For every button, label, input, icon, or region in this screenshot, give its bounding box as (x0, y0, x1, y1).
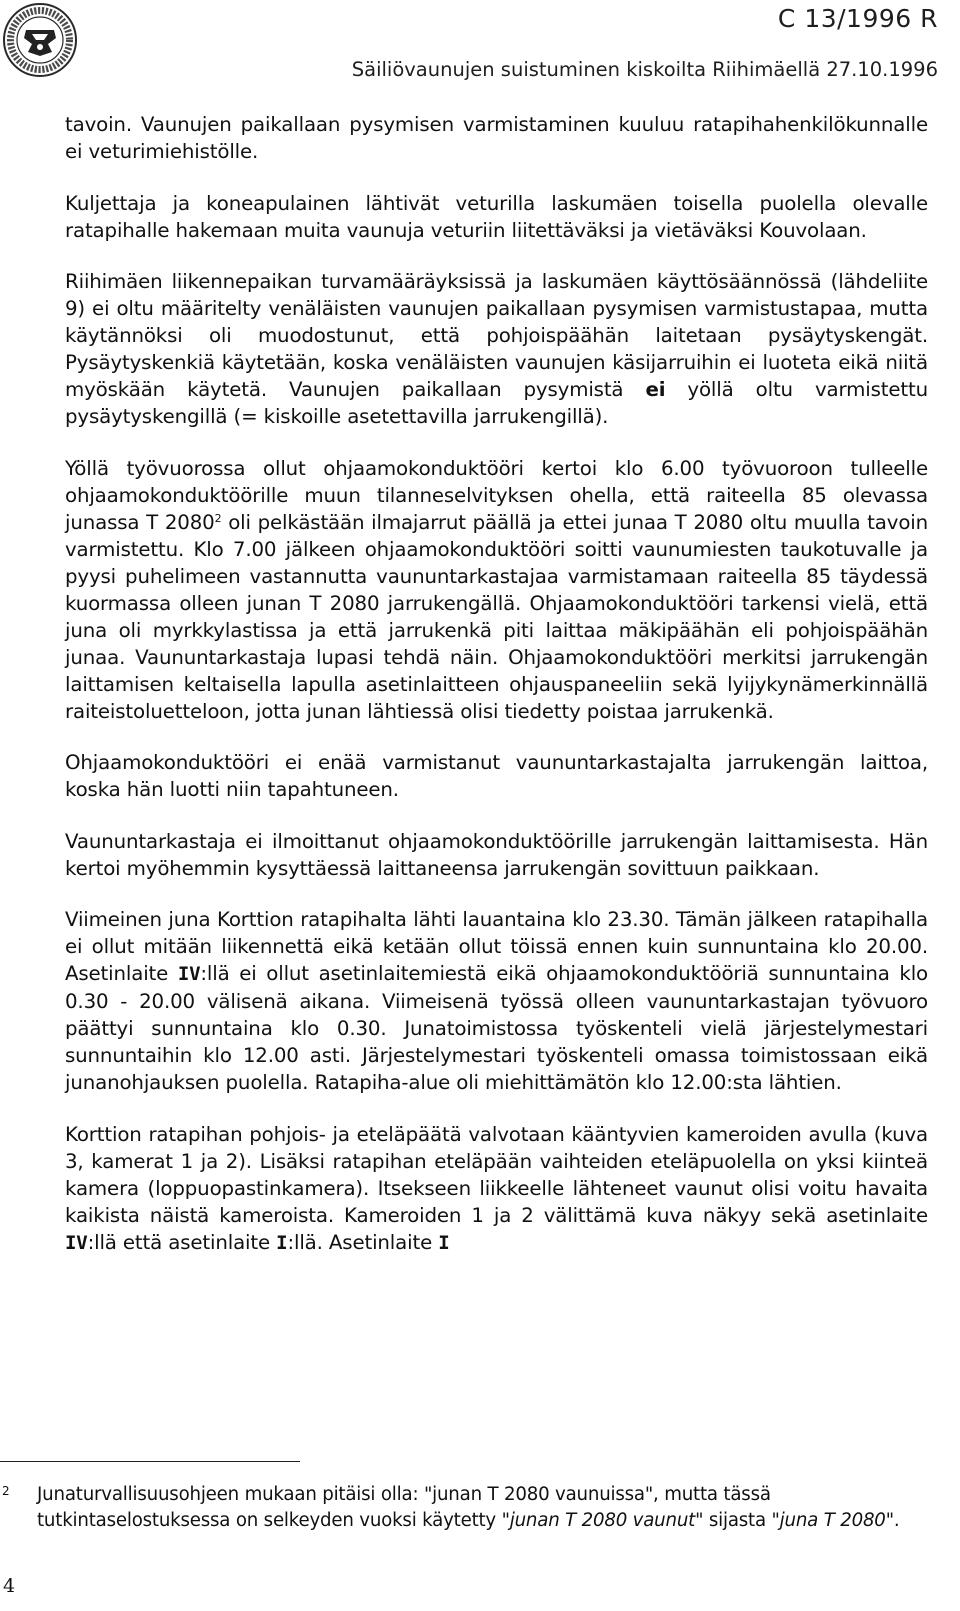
footnote-text-b: " sijasta " (695, 1509, 780, 1531)
footnote-italic-2: juna T 2080 (779, 1509, 886, 1531)
paragraph-8-text-b: :llä että asetinlaite (87, 1230, 277, 1254)
paragraph-8 (65, 1121, 928, 1257)
paragraph-2: Kuljettaja ja koneapulainen lähtivät veturilla laskumäen toisella puolella olevalle ratapihalle hakemaan muita vaunuja veturiin liitettäväksi ja vietäväksi Kouvolaan. (65, 191, 928, 242)
page-number: 4 (3, 1575, 16, 1597)
paragraph-3 (65, 268, 928, 430)
paragraph-3-text-b: yöllä oltu varmistettu pysäytyskengillä (= kiskoille asetettavilla jarrukengillä). (65, 378, 928, 428)
interlocking-code: IV (65, 1231, 88, 1254)
footnote-text-c: ". (885, 1509, 900, 1531)
interlocking-code: IV (177, 963, 201, 985)
paragraph-6: Vaununtarkastaja ei ilmoittanut ohjaamokonduktöörille jarrukengän laittamisesta. Hän kertoi myöhemmin kysyttäessä laittaneensa jarrukengän sovittuun paikkaan. (65, 829, 928, 880)
paragraph-8-text-a: Korttion ratapihan pohjois- ja eteläpäätä valvotaan kääntyvien kameroiden avulla (kuva 3, kamerat 1 ja 2). Lisäksi ratapihan eteläpään vaihteiden eteläpuolella on yksi kiinteä kamera (loppuopastinkamera). Itsekseen liikkeelle lähteneet vaunut olisi voitu havaita kaikista näistä kameroista. Kameroiden 1 ja 2 välittämä kuva näkyy sekä asetinlaite (65, 1122, 928, 1227)
paragraph-1: tavoin. Vaunujen paikallaan pysymisen varmistaminen kuuluu ratapihahenkilökunnalle ei veturimiehistölle. (65, 113, 928, 163)
paragraph-3-text-a: Riihimäen liikennepaikan turvamääräyksissä ja laskumäen käyttösäännössä (lähdeliite 9) ei oltu määritelty venäläisten vaunujen paikallaan pysymisen varmistustapaa, mutta käytännöksi oli muodostunut, että pohjoispäähän laitetaan pysäytyskengät. Pysäytyskenkiä käytetään, koska venäläisten vaunujen käsijarruihin ei luoteta eikä niitä myöskään käytetä. Vaunujen paikallaan pysymistä (65, 270, 928, 401)
interlocking-code: I (276, 1231, 288, 1254)
document-body (65, 111, 928, 1281)
paragraph-5: Ohjaamokonduktööri ei enää varmistanut vaununtarkastajalta jarrukengän laittoa, koska hän luotti niin tapahtuneen. (65, 751, 928, 801)
emphasis-ei: ei (645, 378, 666, 401)
footnote-text (37, 1482, 929, 1533)
report-code: C 13/1996 R (777, 4, 938, 33)
paragraph-8-text-c: :llä. Asetinlaite (287, 1230, 439, 1254)
footnote-reference: 2 (214, 511, 222, 525)
interlocking-code: I (438, 1231, 450, 1254)
footnote-text-a: Junaturvallisuusohjeen mukaan pitäisi olla: "junan T 2080 vaunuissa", mutta tässä tutkintaselostuksessa on selkeyden vuoksi käytetty " (37, 1484, 771, 1531)
report-title: Säiliövaunujen suistuminen kiskoilta Riihimäellä 27.10.1996 (351, 58, 938, 81)
footnote-mark: 2 (2, 1484, 10, 1498)
paragraph-7 (65, 906, 928, 1096)
paragraph-4-text-a: Yöllä työvuorossa ollut ohjaamokonduktööri kertoi klo 6.00 työvuoroon tulleelle ohjaamokonduktöörille muun tilanneselvityksen ohella, että raiteella 85 olevassa junassa T 2080 (65, 456, 928, 534)
paragraph-4-text-b: oli pelkästään ilmajarrut päällä ja ettei junaa T 2080 oltu muulla tavoin varmistettu. Klo 7.00 jälkeen ohjaamokonduktööri soitti vaunumiesten taukotuvalle ja pyysi puhelimeen vastannutta vaununtarkastajaa varmistamaan raiteella 85 täydessä kuormassa olleen junan T 2080 jarrukengällä. Ohjaamokonduktööri tarkensi vielä, että juna oli myrkkylastissa ja että jarrukenkä piti laittaa mäkipäähän eli pohjoispäähän junaa. Vaununtarkastaja lupasi tehdä näin. Ohjaamokonduktööri merkitsi jarrukengän laittamisen keltaisella lapulla asetinlaitteen ohjauspaneeliin sekä lyijykynämerkinnällä raiteistoluetteloon, jotta junan lähtiessä olisi tiedetty poistaa jarrukenkä. (65, 510, 928, 723)
organization-logo (2, 0, 78, 80)
footnote-divider (0, 1461, 300, 1462)
footnote-italic-1: junan T 2080 vaunut (509, 1509, 696, 1531)
paragraph-7-text-a: Viimeinen juna Korttion ratapihalta lähti lauantaina klo 23.30. Tämän jälkeen ratapihalla ei ollut mitään liikennettä eikä ketään ollut töissä ennen kuin sunnuntaina klo 20.00. Asetinlaite (65, 908, 928, 985)
paragraph-4 (65, 455, 928, 725)
paragraph-7-text-b: :llä ei ollut asetinlaitemiestä eikä ohjaamokonduktööriä sunnuntaina klo 0.30 - 20.00 välisenä aikana. Viimeisenä työssä olleen vaununtarkastajan työvuoro päättyi sunnuntaina klo 0.30. Junatoimistossa työskenteli vielä järjestelymestari sunnuntaihin klo 12.00 asti. Järjestelymestari työskenteli omassa toimistossaan eikä junanohjauksen puolella. Ratapiha-alue oli miehittämätön klo 12.00:sta lähtien. (65, 962, 928, 1094)
